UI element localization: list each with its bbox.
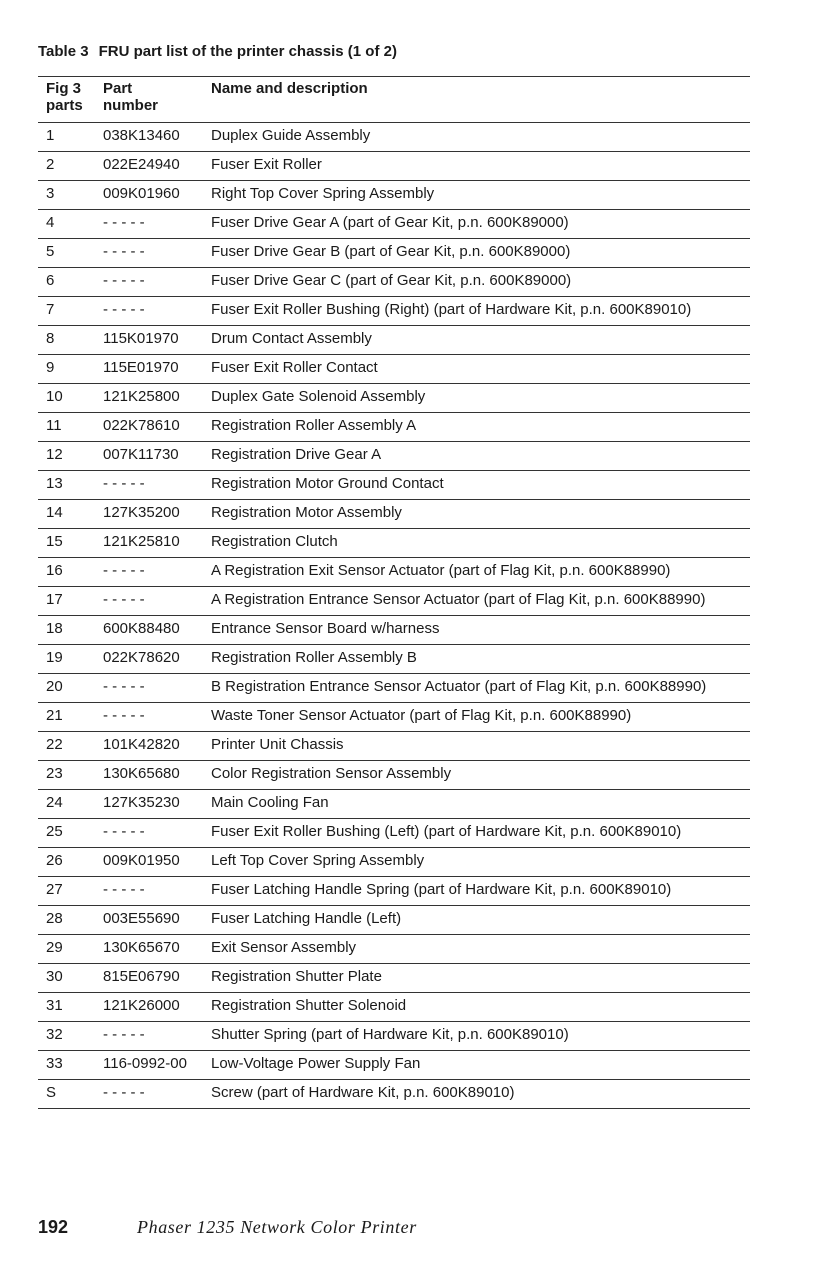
header-name-description: Name and description bbox=[211, 77, 750, 123]
fig-part-cell: 7 bbox=[38, 297, 103, 326]
part-number-cell: - - - - - bbox=[103, 297, 211, 326]
part-number-cell: 121K26000 bbox=[103, 993, 211, 1022]
fig-part-cell: 21 bbox=[38, 703, 103, 732]
description-cell: Registration Drive Gear A bbox=[211, 442, 750, 471]
description-cell: Registration Clutch bbox=[211, 529, 750, 558]
fig-part-cell: 2 bbox=[38, 152, 103, 181]
description-cell: Fuser Drive Gear C (part of Gear Kit, p.n. 600K89000) bbox=[211, 268, 750, 297]
table-row bbox=[38, 732, 750, 761]
part-number-cell: - - - - - bbox=[103, 558, 211, 587]
fig-part-cell: 17 bbox=[38, 587, 103, 616]
part-number-cell: 101K42820 bbox=[103, 732, 211, 761]
table-row bbox=[38, 993, 750, 1022]
table-row bbox=[38, 413, 750, 442]
part-number-cell: 038K13460 bbox=[103, 123, 211, 152]
table-row bbox=[38, 935, 750, 964]
table-row bbox=[38, 384, 750, 413]
part-number-cell: 116-0992-00 bbox=[103, 1051, 211, 1080]
table-row bbox=[38, 152, 750, 181]
part-number-cell: 003E55690 bbox=[103, 906, 211, 935]
part-number-cell: - - - - - bbox=[103, 239, 211, 268]
part-number-cell: 815E06790 bbox=[103, 964, 211, 993]
fig-part-cell: 24 bbox=[38, 790, 103, 819]
part-number-cell: 121K25800 bbox=[103, 384, 211, 413]
fig-part-cell: 27 bbox=[38, 877, 103, 906]
description-cell: Fuser Latching Handle (Left) bbox=[211, 906, 750, 935]
table-row bbox=[38, 1022, 750, 1051]
table-row bbox=[38, 268, 750, 297]
table-row bbox=[38, 326, 750, 355]
part-number-cell: - - - - - bbox=[103, 1022, 211, 1051]
table-row bbox=[38, 123, 750, 152]
part-number-cell: - - - - - bbox=[103, 210, 211, 239]
table-row bbox=[38, 529, 750, 558]
table-row bbox=[38, 1080, 750, 1109]
fig-part-cell: 26 bbox=[38, 848, 103, 877]
table-caption-label: Table 3 bbox=[38, 43, 89, 60]
table-header-row bbox=[38, 77, 750, 123]
table-row bbox=[38, 500, 750, 529]
table-row bbox=[38, 674, 750, 703]
part-number-cell: 115K01970 bbox=[103, 326, 211, 355]
description-cell: Printer Unit Chassis bbox=[211, 732, 750, 761]
description-cell: Color Registration Sensor Assembly bbox=[211, 761, 750, 790]
description-cell: Shutter Spring (part of Hardware Kit, p.n. 600K89010) bbox=[211, 1022, 750, 1051]
description-cell: Fuser Exit Roller Contact bbox=[211, 355, 750, 384]
table-row bbox=[38, 703, 750, 732]
description-cell: Fuser Exit Roller Bushing (Left) (part of Hardware Kit, p.n. 600K89010) bbox=[211, 819, 750, 848]
part-number-cell: - - - - - bbox=[103, 587, 211, 616]
fig-part-cell: 31 bbox=[38, 993, 103, 1022]
description-cell: Entrance Sensor Board w/harness bbox=[211, 616, 750, 645]
table-row bbox=[38, 297, 750, 326]
description-cell: A Registration Entrance Sensor Actuator (part of Flag Kit, p.n. 600K88990) bbox=[211, 587, 750, 616]
footer-title: Phaser 1235 Network Color Printer bbox=[137, 1217, 417, 1237]
description-cell: Duplex Gate Solenoid Assembly bbox=[211, 384, 750, 413]
part-number-cell: 115E01970 bbox=[103, 355, 211, 384]
part-number-cell: 022K78610 bbox=[103, 413, 211, 442]
description-cell: Fuser Exit Roller bbox=[211, 152, 750, 181]
table-row bbox=[38, 906, 750, 935]
fig-part-cell: 6 bbox=[38, 268, 103, 297]
table-row bbox=[38, 442, 750, 471]
part-number-cell: - - - - - bbox=[103, 819, 211, 848]
table-row bbox=[38, 616, 750, 645]
fig-part-cell: 32 bbox=[38, 1022, 103, 1051]
table-row bbox=[38, 848, 750, 877]
fig-part-cell: 4 bbox=[38, 210, 103, 239]
description-cell: A Registration Exit Sensor Actuator (part of Flag Kit, p.n. 600K88990) bbox=[211, 558, 750, 587]
fig-part-cell: 23 bbox=[38, 761, 103, 790]
fig-part-cell: 29 bbox=[38, 935, 103, 964]
part-number-cell: 022K78620 bbox=[103, 645, 211, 674]
fig-part-cell: 18 bbox=[38, 616, 103, 645]
description-cell: Fuser Latching Handle Spring (part of Hardware Kit, p.n. 600K89010) bbox=[211, 877, 750, 906]
fig-part-cell: 5 bbox=[38, 239, 103, 268]
table-row bbox=[38, 645, 750, 674]
table-row bbox=[38, 210, 750, 239]
description-cell: Exit Sensor Assembly bbox=[211, 935, 750, 964]
description-cell: Left Top Cover Spring Assembly bbox=[211, 848, 750, 877]
fig-part-cell: 22 bbox=[38, 732, 103, 761]
fig-part-cell: 28 bbox=[38, 906, 103, 935]
part-number-cell: 130K65680 bbox=[103, 761, 211, 790]
description-cell: Registration Roller Assembly B bbox=[211, 645, 750, 674]
fig-part-cell: 30 bbox=[38, 964, 103, 993]
table-body bbox=[38, 123, 750, 1109]
description-cell: Duplex Guide Assembly bbox=[211, 123, 750, 152]
part-number-cell: 127K35230 bbox=[103, 790, 211, 819]
part-number-cell: - - - - - bbox=[103, 703, 211, 732]
fig-part-cell: 19 bbox=[38, 645, 103, 674]
part-number-cell: 121K25810 bbox=[103, 529, 211, 558]
header-part-number: Part number bbox=[103, 77, 211, 123]
fig-part-cell: S bbox=[38, 1080, 103, 1109]
table-caption bbox=[38, 43, 397, 60]
fru-parts-table bbox=[38, 76, 750, 1109]
table-row bbox=[38, 181, 750, 210]
part-number-cell: 007K11730 bbox=[103, 442, 211, 471]
fig-part-cell: 20 bbox=[38, 674, 103, 703]
part-number-cell: 022E24940 bbox=[103, 152, 211, 181]
table-row bbox=[38, 790, 750, 819]
description-cell: Fuser Drive Gear A (part of Gear Kit, p.n. 600K89000) bbox=[211, 210, 750, 239]
part-number-cell: 009K01960 bbox=[103, 181, 211, 210]
fig-part-cell: 15 bbox=[38, 529, 103, 558]
description-cell: Fuser Exit Roller Bushing (Right) (part of Hardware Kit, p.n. 600K89010) bbox=[211, 297, 750, 326]
part-number-cell: 127K35200 bbox=[103, 500, 211, 529]
part-number-cell: 130K65670 bbox=[103, 935, 211, 964]
part-number-cell: 009K01950 bbox=[103, 848, 211, 877]
fig-part-cell: 9 bbox=[38, 355, 103, 384]
fig-part-cell: 3 bbox=[38, 181, 103, 210]
table-row bbox=[38, 587, 750, 616]
table-row bbox=[38, 964, 750, 993]
table-row bbox=[38, 877, 750, 906]
table-row bbox=[38, 819, 750, 848]
table-row bbox=[38, 239, 750, 268]
table-row bbox=[38, 471, 750, 500]
description-cell: Registration Motor Ground Contact bbox=[211, 471, 750, 500]
table-caption-title: FRU part list of the printer chassis (1 of 2) bbox=[98, 43, 397, 60]
description-cell: Registration Roller Assembly A bbox=[211, 413, 750, 442]
table-row bbox=[38, 761, 750, 790]
part-number-cell: - - - - - bbox=[103, 471, 211, 500]
part-number-cell: - - - - - bbox=[103, 268, 211, 297]
table-row bbox=[38, 558, 750, 587]
fig-part-cell: 11 bbox=[38, 413, 103, 442]
page-number: 192 bbox=[38, 1217, 69, 1237]
fig-part-cell: 8 bbox=[38, 326, 103, 355]
description-cell: Fuser Drive Gear B (part of Gear Kit, p.n. 600K89000) bbox=[211, 239, 750, 268]
fig-part-cell: 1 bbox=[38, 123, 103, 152]
table-row bbox=[38, 1051, 750, 1080]
description-cell: Right Top Cover Spring Assembly bbox=[211, 181, 750, 210]
description-cell: Screw (part of Hardware Kit, p.n. 600K89010) bbox=[211, 1080, 750, 1109]
description-cell: Main Cooling Fan bbox=[211, 790, 750, 819]
fig-part-cell: 33 bbox=[38, 1051, 103, 1080]
description-cell: B Registration Entrance Sensor Actuator (part of Flag Kit, p.n. 600K88990) bbox=[211, 674, 750, 703]
fig-part-cell: 16 bbox=[38, 558, 103, 587]
part-number-cell: 600K88480 bbox=[103, 616, 211, 645]
fig-part-cell: 10 bbox=[38, 384, 103, 413]
table-row bbox=[38, 355, 750, 384]
part-number-cell: - - - - - bbox=[103, 1080, 211, 1109]
part-number-cell: - - - - - bbox=[103, 877, 211, 906]
description-cell: Drum Contact Assembly bbox=[211, 326, 750, 355]
header-fig-parts: Fig 3 parts bbox=[38, 77, 103, 123]
description-cell: Registration Shutter Solenoid bbox=[211, 993, 750, 1022]
description-cell: Registration Shutter Plate bbox=[211, 964, 750, 993]
part-number-cell: - - - - - bbox=[103, 674, 211, 703]
fig-part-cell: 12 bbox=[38, 442, 103, 471]
description-cell: Registration Motor Assembly bbox=[211, 500, 750, 529]
description-cell: Waste Toner Sensor Actuator (part of Flag Kit, p.n. 600K88990) bbox=[211, 703, 750, 732]
fig-part-cell: 25 bbox=[38, 819, 103, 848]
description-cell: Low-Voltage Power Supply Fan bbox=[211, 1051, 750, 1080]
fig-part-cell: 14 bbox=[38, 500, 103, 529]
fig-part-cell: 13 bbox=[38, 471, 103, 500]
